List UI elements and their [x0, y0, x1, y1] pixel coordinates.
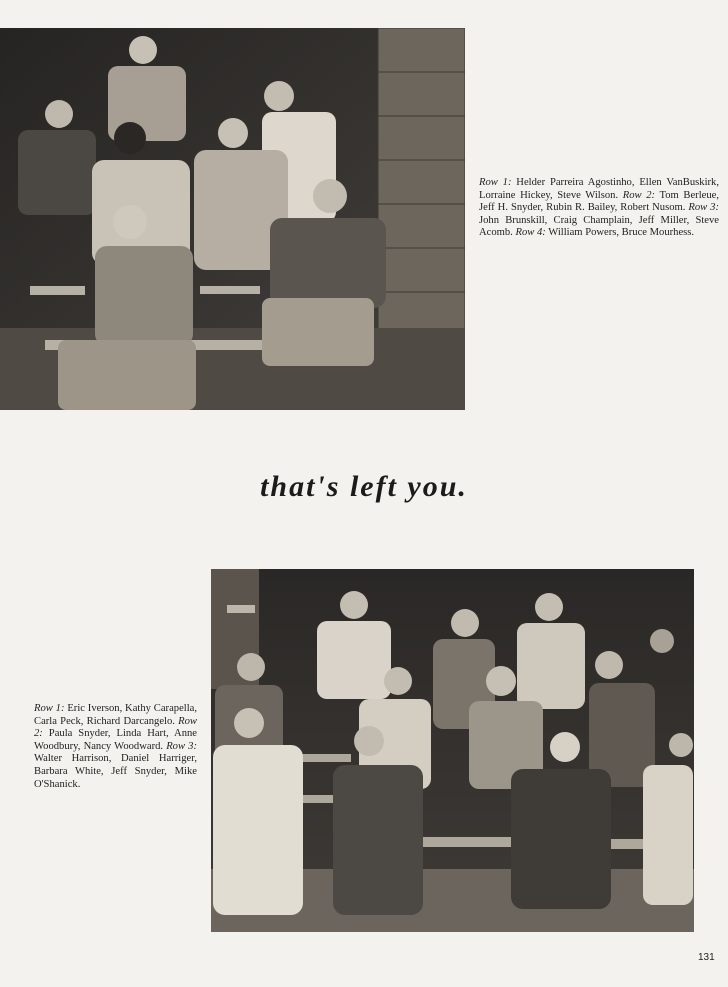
page-headline: that's left you.	[260, 470, 468, 503]
top-photo-caption	[479, 177, 719, 240]
caption-row-label: Row 1:	[479, 177, 512, 188]
caption-row-names: Paula Snyder, Linda Hart, Anne Woodbury, Nancy Woodward.	[34, 728, 197, 752]
caption-row-label: Row 1:	[34, 703, 65, 714]
page-number: 131	[698, 952, 715, 963]
group-photo-top	[0, 28, 465, 410]
caption-row-names: John Brunskill, Craig Champlain, Jeff Miller, Steve Acomb.	[479, 214, 719, 239]
caption-row-names: Helder Parreira Agostinho, Ellen VanBuskirk, Lorraine Hickey, Steve Wilson.	[479, 177, 719, 201]
caption-row-label: Row 2:	[34, 715, 197, 740]
caption-row-label: Row 3:	[688, 202, 719, 214]
caption-row-label: Row 4:	[515, 227, 546, 239]
caption-row-names: Walter Harrison, Daniel Harriger, Barbara White, Jeff Snyder, Mike O'Shanick.	[34, 753, 197, 790]
group-photo-bottom	[211, 569, 694, 932]
bottom-photo-caption	[34, 703, 197, 791]
caption-row-names: Tom Berleue, Jeff H. Snyder, Rubin R. Bailey, Robert Nusom.	[479, 189, 719, 214]
caption-row-label: Row 3:	[166, 740, 197, 752]
caption-row-names: Eric Iverson, Kathy Carapella, Carla Peck, Richard Darcangelo.	[34, 703, 198, 727]
caption-row-names: William Powers, Bruce Mourhess.	[545, 227, 695, 239]
caption-row-label: Row 2:	[622, 189, 656, 201]
